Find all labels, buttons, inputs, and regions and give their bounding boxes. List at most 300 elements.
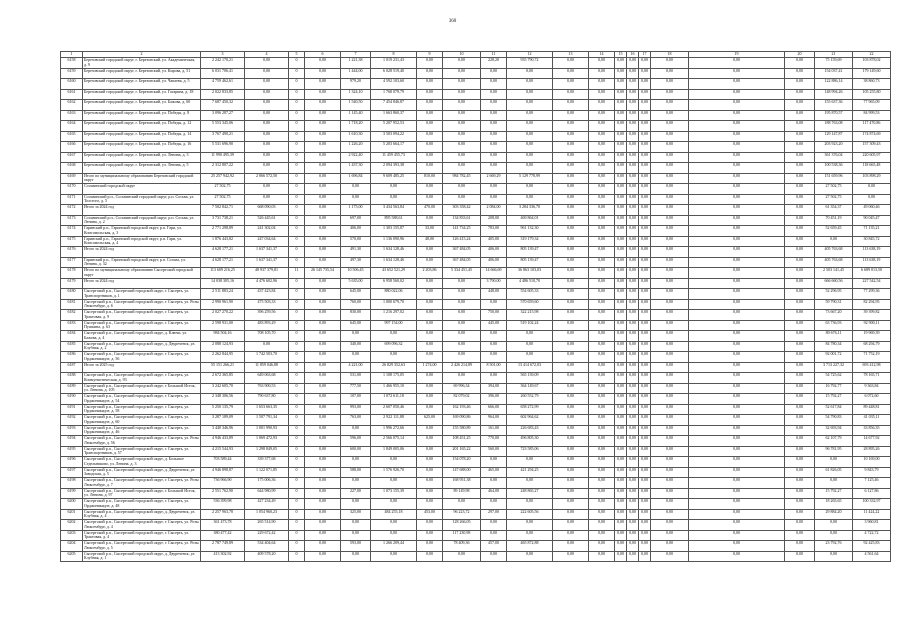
value-cell: 0,00 [689,362,785,373]
value-cell: 0,00 [615,394,627,405]
address-cell: Сысертский р.п., Сысертский городской округ, г. Сысерть, ул. Розы Люксембург, д. 6 [84,299,199,309]
column-number-cell: 7 [341,52,371,58]
value-cell: 14 038 305,16 [201,278,245,289]
value-cell: 596,00 [341,436,371,447]
value-cell: 0,00 [417,467,443,478]
value-cell: 0,00 [689,268,785,279]
value-cell: 0,00 [689,467,785,478]
value-cell: 0,00 [341,194,371,205]
value-cell: 226 683,43 [507,425,553,436]
value-cell: 0,00 [639,236,651,247]
value-cell: 361 473,78 [201,520,245,531]
value-cell: 0,00 [589,268,615,279]
value-cell: 0,00 [651,121,689,132]
value-cell: 71 135,21 [853,226,891,237]
value-cell: 0,00 [615,530,627,541]
value-cell: 935 790,72 [507,58,553,69]
row-number-cell: 6185 [61,341,83,352]
value-cell: 0,00 [443,352,481,363]
value-cell: 0 [289,110,305,121]
value-cell: 0,00 [371,184,417,195]
row-number-cell: 6166 [61,142,83,153]
value-cell: 465 872,88 [507,541,553,552]
value-cell: 0,00 [651,131,689,142]
value-cell: 0,00 [785,373,815,384]
value-cell: 0,00 [305,383,341,394]
row-number-cell: 6183 [61,320,83,331]
value-cell: 0,00 [651,173,689,184]
value-cell: 0,00 [615,131,627,142]
value-cell: 0,00 [305,100,341,111]
value-cell: 2 607 050,46 [371,404,417,415]
value-cell: 107,00 [341,394,371,405]
value-cell: 0,00 [443,194,481,205]
value-cell: 0,00 [689,530,785,541]
value-cell: 0,00 [553,58,589,69]
value-cell: 179 149,60 [853,68,891,79]
value-cell: 0,00 [689,394,785,405]
value-cell: 0,00 [689,142,785,153]
row-number-cell: 6162 [61,100,83,111]
value-cell: 0,00 [443,68,481,79]
value-cell: 0,00 [341,499,371,510]
value-cell: 151 659,96 [815,173,853,184]
value-cell: 0,00 [553,425,589,436]
value-cell: 0,00 [589,362,615,373]
value-cell: 4 946 898,87 [201,467,245,478]
value-cell: 0,00 [417,404,443,415]
table-row [61,142,891,153]
table-row [61,352,891,363]
value-cell: 0,00 [785,194,815,205]
value-cell: 0,00 [341,352,371,363]
value-cell: 1 768 079,79 [371,89,417,100]
value-cell: 0,00 [553,331,589,342]
value-cell: 0,00 [507,152,553,163]
value-cell: 0,00 [651,383,689,394]
value-cell: 0,00 [305,341,341,352]
value-cell: 0,00 [371,520,417,531]
value-cell: 0,00 [305,425,341,436]
value-cell: 0,00 [507,100,553,111]
value-cell: 0,00 [615,310,627,321]
value-cell: 0,00 [417,457,443,468]
value-cell: 0,00 [651,310,689,321]
value-cell: 0,00 [639,142,651,153]
value-cell: 0,00 [417,121,443,132]
value-cell: 0,00 [481,131,507,142]
value-cell: 0,00 [785,551,815,562]
value-cell: 0,00 [305,310,341,321]
value-cell: 0,00 [417,352,443,363]
address-cell: Березовский городской округ, г. Березовский, ул. Победы, д. 16 [83,142,201,153]
value-cell: 0,00 [639,299,651,310]
value-cell: 0,00 [507,520,553,531]
address-cell: Гаринский р.п., Гаринский городской округ, р.п. Сосьва, ул. Ленина, д. 32 [83,257,201,268]
value-cell: 790 637,80 [245,394,289,405]
value-cell: 0,00 [589,79,615,90]
value-cell: 1 996 272,66 [371,425,417,436]
value-cell: 464,00 [481,488,507,499]
table-row [61,373,891,384]
row-number-cell: 6184 [61,331,83,342]
value-cell: 0,00 [785,110,815,121]
value-cell: 0,00 [305,478,341,489]
value-cell: 0,00 [639,541,651,552]
value-cell: 1 226,20 [341,142,371,153]
value-cell: 0,00 [589,257,615,268]
value-cell: 0,00 [443,341,481,352]
value-cell: 0,00 [651,331,689,342]
value-cell: 1 108 175,05 [371,373,417,384]
value-cell: 0 [289,541,305,552]
value-cell: 0,00 [507,352,553,363]
value-cell: 0,00 [341,551,371,562]
address-cell: Сысертский р.п., Сысертский городской округ, г. Сысерть, ул. Розы Люксембург, д. 5 [84,540,199,550]
value-cell: 0,00 [639,226,651,237]
value-cell: 0,00 [627,100,639,111]
value-cell: 265 514,90 [245,520,289,531]
value-cell: 0 [289,289,305,300]
value-cell: 0 [289,68,305,79]
value-cell: 961 132,30 [507,226,553,237]
value-cell: 0,00 [815,478,853,489]
row-number-cell: 6167 [61,152,83,163]
value-cell: 0,00 [589,121,615,132]
value-cell: 0,00 [589,142,615,153]
value-cell: 0,00 [627,331,639,342]
value-cell: 0 [289,299,305,310]
value-cell: 993,00 [341,404,371,415]
row-number-cell: 6168 [61,163,83,174]
value-cell: 0,00 [627,509,639,520]
value-cell: 0,00 [305,541,341,552]
value-cell: 0,00 [639,467,651,478]
value-cell: 2 262 844,95 [201,352,245,363]
value-cell: 0,00 [305,446,341,457]
value-cell: 0,00 [615,341,627,352]
table-row [61,110,891,121]
value-cell: 0,00 [443,58,481,69]
value-cell: 154 078,20 [443,457,481,468]
column-number-cell: 2 [83,52,201,58]
value-cell: 0,00 [615,236,627,247]
value-cell: 220 605,97 [853,152,891,163]
value-cell: 118 665,48 [853,163,891,174]
table-row [61,415,891,426]
value-cell: 593,00 [341,541,371,552]
value-cell: 0,00 [785,58,815,69]
value-cell: 0,00 [651,352,689,363]
value-cell: 0,00 [639,404,651,415]
value-cell: 0,00 [245,184,289,195]
value-cell: 984 782,45 [443,173,481,184]
value-cell: 9 609 485,25 [371,173,417,184]
value-cell: 0,00 [785,509,815,520]
value-cell: 0,00 [481,184,507,195]
value-cell: 0,00 [443,131,481,142]
address-cell: Березовский городской округ, г. Березовский, ул. Гагарина, д. 18 [83,89,201,100]
value-cell: 18 265,65 [815,499,853,510]
address-cell: Сысертский р.п., Сысертский городской округ, г. Сысерть, ул. Транспортников, д. 57 [83,446,201,457]
value-cell: 880 022,06 [371,289,417,300]
value-cell: 0,00 [615,100,627,111]
value-cell: 134 833,61 [443,215,481,226]
value-cell: 1 054 960,23 [245,509,289,520]
value-cell: 0,00 [639,383,651,394]
value-cell: 602 964,62 [507,415,553,426]
value-cell: 763 900,53 [245,383,289,394]
value-cell: 55 151 266,21 [201,362,245,373]
value-cell: 0 [289,457,305,468]
value-cell: 0,00 [627,131,639,142]
value-cell: 895 588,61 [371,215,417,226]
value-cell: 0,00 [305,530,341,541]
value-cell: 0,00 [785,478,815,489]
value-cell: 0,00 [639,173,651,184]
value-cell: 0,00 [689,257,785,268]
value-cell: 0,00 [305,299,341,310]
value-cell: 0 [289,520,305,531]
value-cell: 0,00 [785,236,815,247]
value-cell: 1 466 955,10 [371,383,417,394]
value-cell: 453,00 [417,509,443,520]
value-cell: 0,00 [417,79,443,90]
value-cell: 0,00 [639,100,651,111]
value-cell: 0,00 [615,142,627,153]
value-cell: 11 859 046,88 [245,362,289,373]
value-cell: 0,00 [689,404,785,415]
value-cell: 484 255,18 [371,509,417,520]
value-cell: 0,00 [689,236,785,247]
table-row [61,446,891,457]
value-cell: 0,00 [615,478,627,489]
value-cell: 0,00 [651,457,689,468]
value-cell: 0,00 [443,551,481,562]
value-cell: 0,00 [589,331,615,342]
value-cell: 0,00 [627,278,639,289]
value-cell: 445,00 [481,320,507,331]
value-cell: 0,00 [651,341,689,352]
value-cell: 0,00 [627,394,639,405]
value-cell: 7 454 846,87 [371,100,417,111]
value-cell: 405 763,68 [815,257,853,268]
value-cell: 0,00 [615,79,627,90]
value-cell: 0,00 [615,268,627,279]
value-cell: 0,00 [553,551,589,562]
value-cell: 0 [289,331,305,342]
value-cell: 0,00 [507,530,553,541]
row-number-cell: 6171 [61,194,83,205]
value-cell: 406,00 [341,226,371,237]
value-cell: 777,50 [341,383,371,394]
value-cell: 26 145 735,54 [305,268,341,279]
value-cell: 0,00 [553,352,589,363]
value-cell: 0,00 [689,278,785,289]
value-cell: 0,00 [589,310,615,321]
value-cell: 228,20 [481,58,507,69]
value-cell: 319 179,34 [507,236,553,247]
value-cell: 0,00 [615,520,627,531]
value-cell: 0,00 [507,341,553,352]
value-cell: 0,00 [689,320,785,331]
value-cell: 625,00 [417,415,443,426]
value-cell: 427 234,49 [245,499,289,510]
value-cell: 0,00 [245,100,289,111]
value-cell: 0,00 [305,551,341,562]
address-cell: Сысертский р.п., Сысертский городской округ, д. Ключи, ул. Бажова, д. 4 [83,331,201,342]
value-cell: 0,00 [651,226,689,237]
value-cell: 0,00 [305,467,341,478]
value-cell: 208,00 [481,215,507,226]
value-cell: 0,00 [639,362,651,373]
value-cell: 96 781,95 [815,446,853,457]
row-number-cell: 6189 [61,383,83,394]
value-cell: 0,00 [305,173,341,184]
value-cell: 1 298 849,05 [245,446,289,457]
value-cell: 0,00 [371,499,417,510]
value-cell: 0,00 [589,394,615,405]
value-cell: 0,00 [553,226,589,237]
value-cell: 469 864,01 [507,215,553,226]
value-cell: 0,00 [639,530,651,541]
value-cell: 0,00 [305,89,341,100]
value-cell: 84 999,53 [853,110,891,121]
address-cell: Березовский городской округ, г. Березовский, ул. Бажова, д. 60 [83,100,201,111]
value-cell: 297,00 [481,509,507,520]
value-cell: 0,00 [589,289,615,300]
value-cell: 0,00 [417,394,443,405]
value-cell: 0 [289,257,305,268]
value-cell: 0,00 [785,415,815,426]
value-cell: 0,00 [553,205,589,216]
value-cell: 0,00 [553,289,589,300]
value-cell: 394,00 [481,383,507,394]
value-cell: 0,00 [639,68,651,79]
value-cell: 0,00 [371,331,417,342]
table-row [61,467,891,478]
address-cell: Березовский городской округ, г. Березовский, ул. Кирова, д. 51 [83,68,201,79]
value-cell: 1 637 341,37 [245,247,289,258]
value-cell: 0,00 [553,257,589,268]
value-cell: 723 585,06 [507,446,553,457]
row-number-cell: 6181 [61,299,83,310]
value-cell: 247 034,64 [245,236,289,247]
value-cell: 0,00 [507,110,553,121]
value-cell: 1 576 926,70 [371,467,417,478]
value-cell: 0,00 [627,226,639,237]
value-cell: 0,00 [417,373,443,384]
value-cell: 0,00 [615,194,627,205]
address-cell: Березовский городской округ, г. Березовский, ул. Ленина, д. 3 [83,152,201,163]
value-cell: 0,00 [553,404,589,415]
value-cell: 0,00 [443,79,481,90]
table-row [61,89,891,100]
value-cell: 0,00 [589,373,615,384]
value-cell: 0,00 [639,289,651,300]
value-cell: 0,00 [785,541,815,552]
value-cell: 0,00 [553,457,589,468]
value-cell: 0 [289,478,305,489]
table-row [61,278,891,289]
value-cell: 0,00 [481,194,507,205]
row-number-cell: 6176 [61,247,83,258]
value-cell: 0,00 [553,215,589,226]
value-cell: 2 022 833,85 [201,89,245,100]
value-cell: 0,00 [651,163,689,174]
value-cell: 0,00 [615,436,627,447]
value-cell: 3 284 336,70 [507,205,553,216]
value-cell: 0,00 [245,68,289,79]
address-cell: Сысертский р.п., Сысертский городской округ, г. Сысерть, ул. Розы Люксембург, д. 4 [84,519,199,529]
value-cell: 0,00 [627,499,639,510]
value-cell: 0,00 [507,457,553,468]
value-cell: 560,00 [481,446,507,457]
value-cell: 0,00 [651,320,689,331]
value-cell: 0,00 [615,215,627,226]
value-cell: 303 358,42 [443,205,481,216]
value-cell: 3 731 738,21 [201,215,245,226]
value-cell: 174 874,69 [853,131,891,142]
value-cell: 0,00 [689,551,785,562]
value-cell: 364 149,67 [507,383,553,394]
value-cell: 4 476 602,96 [245,278,289,289]
value-cell: 16 792,77 [815,383,853,394]
value-cell: 8 501,00 [481,362,507,373]
value-cell: 0,00 [589,163,615,174]
value-cell: 0,00 [245,341,289,352]
value-cell: 0,00 [507,163,553,174]
value-cell: 0,00 [651,530,689,541]
value-cell: 229 672,42 [245,530,289,541]
value-cell: 89 448,81 [853,404,891,415]
value-cell: 0,00 [481,152,507,163]
table-row [61,205,891,216]
value-cell: 0,00 [639,247,651,258]
value-cell: 0 [289,194,305,205]
row-number-cell: 6199 [61,488,83,499]
value-cell: 0,00 [589,205,615,216]
value-cell: 0,00 [689,457,785,468]
column-number-cell: 6 [305,52,341,58]
value-cell: 2 257 963,78 [201,509,245,520]
value-cell: 0,00 [305,68,341,79]
value-cell: 0,00 [417,278,443,289]
value-cell: 0,00 [785,68,815,79]
value-cell: 0,00 [417,257,443,268]
value-cell: 496 805,30 [507,436,553,447]
value-cell: 0,00 [507,68,553,79]
value-cell: 0,00 [417,142,443,153]
row-number-cell: 6172 [61,205,83,216]
value-cell: 2 312 807,22 [201,163,245,174]
value-cell: 0,00 [589,320,615,331]
row-number-cell: 6198 [61,478,83,489]
value-cell: 52 659,45 [815,226,853,237]
value-cell: 0 [289,173,305,184]
value-cell: 0,00 [443,89,481,100]
value-cell: 0,00 [689,331,785,342]
value-cell: 6 028 519,40 [371,68,417,79]
value-cell: 0,00 [371,352,417,363]
table-row [61,236,891,247]
value-cell: 322 215,98 [507,310,553,321]
value-cell: 0,00 [639,331,651,342]
value-cell: 0,00 [245,89,289,100]
address-cell: Березовский городской округ, г. Березовский, ул. Ленина, д. 5 [83,163,201,174]
value-cell: 0,00 [627,79,639,90]
value-cell: 0,00 [481,68,507,79]
